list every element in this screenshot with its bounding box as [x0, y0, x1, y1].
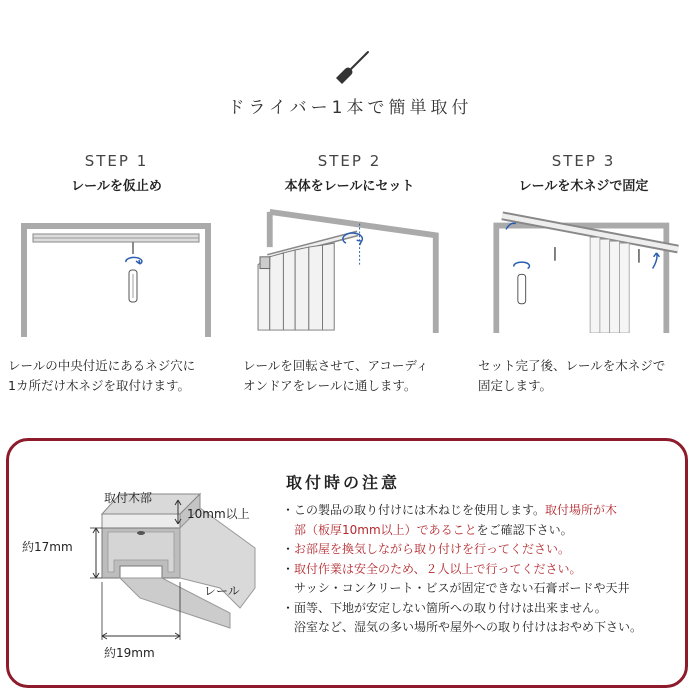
notice-item	[282, 599, 692, 619]
step1-title: レールを仮止め	[71, 179, 162, 194]
step2-illustration	[238, 208, 448, 333]
step3-label: STEP 3	[551, 152, 616, 170]
notice-bullet: ・	[282, 561, 295, 576]
notice-item	[282, 579, 692, 599]
notice-text: 浴室など、湿気の多い場所や屋外への取り付けはおやめ下さい。	[294, 620, 643, 634]
notice-list	[282, 501, 692, 638]
notice-bullet: ・	[282, 542, 295, 556]
step1-description: レールの中央付近にあるネジ穴に 1カ所だけ木ネジを取付けます。	[8, 358, 196, 393]
thickness-label: 10mm以上	[187, 507, 250, 521]
wood-part-label: 取付木部	[104, 491, 153, 505]
notice-item	[282, 521, 692, 541]
notice-text: サッシ・コンクリート・ビスが固定できない石膏ボードや天井	[294, 581, 630, 595]
step3-illustration	[490, 208, 700, 333]
rail-label: レール	[204, 584, 240, 598]
height-label: 約17mm	[22, 540, 73, 554]
screwdriver-icon	[328, 48, 372, 88]
step2-description: レールを回転させて、アコーディ オンドアをレールに通します。	[243, 358, 429, 393]
notice-text: をご確認下さい。	[476, 522, 573, 537]
notice-text: 面等、下地が安定しない箇所への取り付けは出来ません。	[294, 600, 607, 615]
notice-item	[282, 540, 692, 560]
notice-text-highlight: お部屋を換気しながら取り付けを行ってください。	[294, 542, 571, 556]
step2-title: 本体をレールにセット	[284, 179, 415, 194]
notice-item	[282, 618, 692, 638]
width-label: 約19mm	[104, 646, 155, 660]
page-title: ドライバー1本で簡単取付	[227, 98, 473, 118]
step3-description: セット完了後、レールを木ネジで 固定します。	[478, 358, 666, 393]
step3-title: レールを木ネジで固定	[518, 179, 649, 194]
notice-item	[282, 501, 692, 521]
notice-text: この製品の取り付けには木ねじを使用します。	[294, 503, 546, 517]
notice-title: 取付時の注意	[286, 473, 401, 492]
notice-item	[282, 560, 692, 580]
notice-text-highlight: 部（板厚10mm以上）であること	[294, 522, 477, 537]
step1-label: STEP 1	[84, 152, 149, 170]
step1-illustration	[18, 212, 228, 337]
notice-text-highlight: 取付作業は安全のため、２人以上で行ってください。	[294, 561, 582, 576]
notice-bullet: ・	[282, 503, 295, 517]
notice-bullet: ・	[282, 600, 295, 615]
step2-label: STEP 2	[317, 152, 382, 170]
notice-text-highlight: 取付場所が木	[545, 503, 618, 517]
